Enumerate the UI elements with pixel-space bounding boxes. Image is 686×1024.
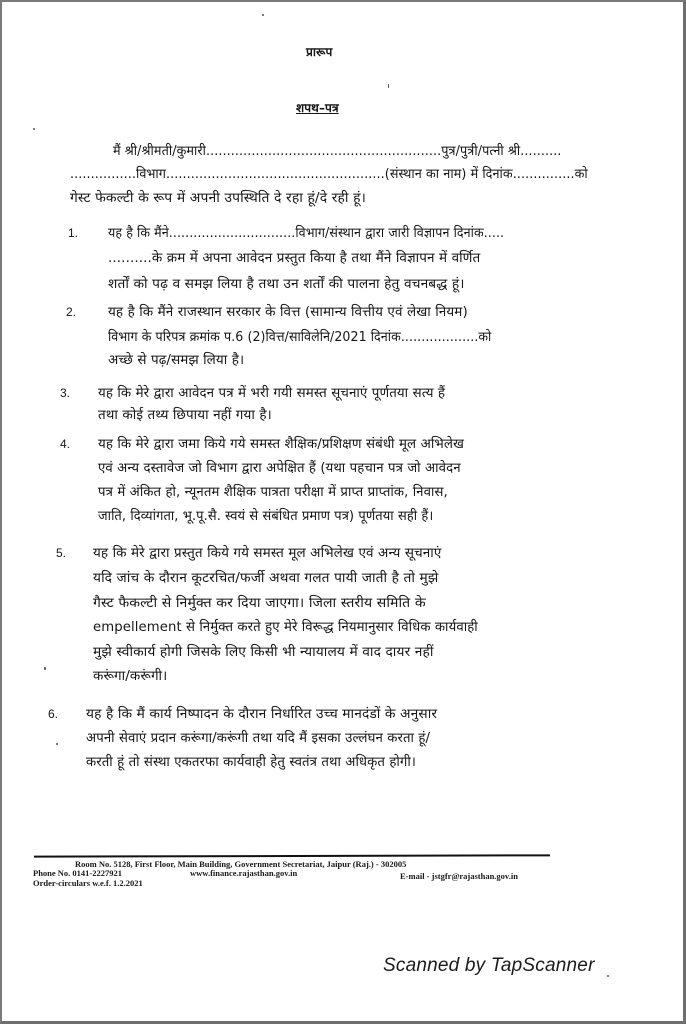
item-number: 1. bbox=[68, 226, 79, 240]
footer-email: E-mail - jstgfr@rajasthan.gov.in bbox=[400, 871, 518, 881]
item-line: विभाग के परिपत्र क्रमांक प.6 (2)वित्त/साविलेनि/2021 दिनांक...................को bbox=[108, 329, 492, 345]
footer-order: Order-circulars w.e.f. 1.2.2021 bbox=[33, 878, 143, 888]
item-line: empellement से निर्मुक्त करते हुए मेरे विरूद्ध नियमानुसार विधिक कार्यवाही bbox=[93, 619, 478, 635]
item-line: मुझे स्वीकार्य होगी जिसके लिए किसी भी न्यायालय में वाद दायर नहीं bbox=[93, 644, 434, 660]
item-line: अपनी सेवाएं प्रदान करूंगा/करूंगी तथा यदि मैं इसका उल्लंघन करता हूं/ bbox=[86, 730, 431, 746]
item-line: यह कि मेरे द्वारा प्रस्तुत किये गये समस्त मूल अभिलेख एवं अन्य सूचनाएं bbox=[93, 545, 442, 561]
item-line: ..........के क्रम में अपना आवेदन प्रस्तुत किया है तथा मैंने विज्ञापन में वर्णित bbox=[108, 250, 481, 266]
item-line: यदि जांच के दौरान कूटरचित/फर्जी अथवा गलत पायी जाती है तो मुझे bbox=[93, 570, 439, 586]
item-line: पत्र में अंकित हो, न्यूनतम शैक्षिक पात्रता परीक्षा में प्राप्त प्राप्तांक, निवास, bbox=[98, 484, 448, 500]
item-number: 2. bbox=[66, 305, 77, 319]
item-number: 3. bbox=[60, 386, 71, 400]
item-line: यह कि मेरे द्वारा आवेदन पत्र में भरी गयी समस्त सूचनाएं पूर्णतया सत्य हैं bbox=[98, 385, 446, 401]
item-line: यह है कि मैं कार्य निष्पादन के दौरान निर्धारित उच्च मानदंडों के अनुसार bbox=[86, 706, 438, 722]
intro-line: गेस्ट फेकल्टी के रूप में अपनी उपस्थिति दे रहा हूं/दे रही हूं। bbox=[70, 190, 366, 206]
item-line: जाति, दिव्यांगता, भू.पू.सै. स्वयं से संबंधित प्रमाण पत्र) पूर्णतया सही हैं। bbox=[98, 508, 434, 524]
footer-rule bbox=[34, 854, 550, 857]
scan-speck bbox=[33, 128, 35, 130]
item-line: तथा कोई तथ्य छिपाया नहीं गया है। bbox=[98, 407, 272, 423]
scan-speck bbox=[44, 667, 46, 670]
item-line: करूंगा/करूंगी। bbox=[93, 668, 168, 684]
scan-speck bbox=[607, 975, 609, 977]
document-title: शपथ–पत्र bbox=[296, 101, 339, 115]
item-line: करती हूं तो संस्था एकतरफा कार्यवाही हेतु स्वतंत्र तथा अधिकृत होगी। bbox=[86, 754, 417, 770]
footer-phone: Phone No. 0141-2227921 bbox=[33, 868, 123, 878]
intro-line: ................विभाग.....................................................(संस्थान का नाम) में दिनांक...............को bbox=[70, 166, 588, 182]
scanner-watermark: Scanned by TapScanner bbox=[383, 955, 595, 976]
item-line: शर्तों को पढ़ व समझ लिया है तथा उन शर्तों की पालना हेतु वचनबद्ध हूं। bbox=[108, 276, 465, 292]
item-number: 4. bbox=[60, 437, 71, 451]
footer-address: Room No. 5128, First Floor, Main Building, Government Secretariat, Jaipur (Raj.) - 302005 bbox=[75, 859, 407, 869]
item-line: एवं अन्य दस्तावेज जो विभाग द्वारा अपेक्षित हैं (यथा पहचान पत्र जो आवेदन bbox=[98, 460, 461, 476]
item-line: यह है कि मैंने राजस्थान सरकार के वित्त (सामान्य वित्तीय एवं लेखा नियम) bbox=[108, 304, 468, 320]
scan-speck bbox=[262, 14, 264, 16]
footer-website: www.finance.rajasthan.gov.in bbox=[190, 868, 298, 878]
item-number: 5. bbox=[56, 546, 67, 560]
item-line: गैस्ट फैकल्टी से निर्मुक्त कर दिया जाएगा। जिला स्तरीय समिति के bbox=[93, 595, 426, 611]
item-line: अच्छे से पढ़/समझ लिया है। bbox=[108, 352, 245, 368]
scan-speck bbox=[56, 743, 58, 745]
header-label: प्रारूप bbox=[306, 45, 333, 59]
item-line: यह कि मेरे द्वारा जमा किये गये समस्त शैक्षिक/प्रशिक्षण संबंधी मूल अभिलेख bbox=[98, 436, 465, 452]
scan-speck bbox=[388, 84, 389, 88]
item-line: यह है कि मैंने...............................विभाग/संस्थान द्वारा जारी विज्ञापन दिनांक..... bbox=[108, 225, 505, 241]
intro-line: मैं श्री/श्रीमती/कुमारी.........................................................पुत्र/पुत्री/पत्नी श्री.......... bbox=[113, 143, 562, 159]
item-number: 6. bbox=[48, 707, 59, 721]
